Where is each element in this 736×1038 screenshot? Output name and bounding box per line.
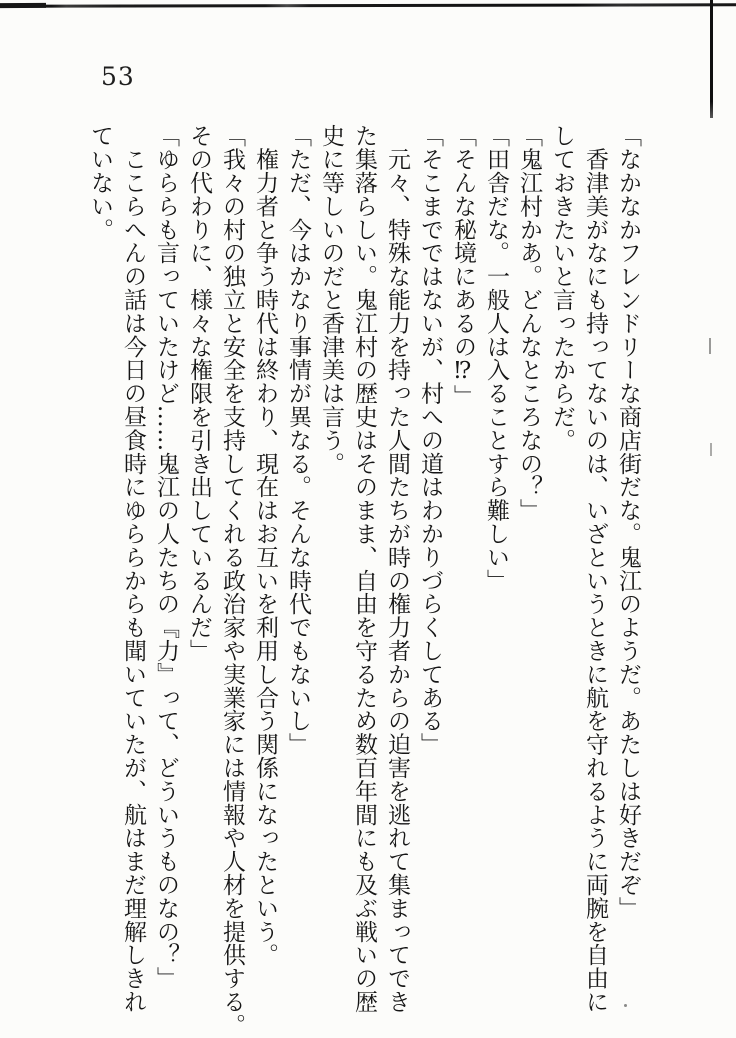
text-column: 「我々の村の独立と安全を支持してくれる政治家や実業家には情報や人材を提供する。: [219, 124, 245, 1037]
text-column: 「ゆららも言っていたけど……鬼江の人たちの『力』って、どういうものなの？」: [153, 124, 179, 990]
text-column: 権力者と争う時代は終わり、現在はお互いを利用し合う関係になったという。: [252, 124, 278, 967]
text-column: 「そこまでではないが、村への道はわかりづらくしてある」: [417, 124, 443, 756]
text-block: [83, 124, 644, 1038]
text-column: 「なかなかフレンドリーな商店街だな。鬼江のようだ。あたしは好きだぞ」: [615, 124, 641, 920]
text-column: 史に等しいのだと香津美は言う。: [318, 124, 344, 475]
text-column: ていない。: [87, 124, 113, 241]
text-column: 「そんな秘境にあるの⁉」: [450, 124, 476, 408]
text-column: た集落らしい。鬼江村の歴史はそのまま、自由を守るため数百年間にも及ぶ戦いの歴: [351, 124, 377, 1014]
scan-artifact-mark: [710, 443, 712, 456]
text-column: 香津美がなにも持ってないのは、いざというときに航を守れるように両腕を自由に: [582, 124, 608, 1014]
scan-artifact-top-edge: [0, 3, 736, 8]
text-column: 「鬼江村かあ。どんなところなの？」: [516, 124, 542, 522]
text-column: ここらへんの話は今日の昼食時にゆららからも聞いていたが、航はまだ理解しきれ: [120, 124, 146, 1014]
scan-artifact-top-left-edge: [0, 3, 46, 8]
text-column: しておきたいと言ったからだ。: [549, 124, 575, 452]
text-column: 「田舎だな。一般人は入ることすら難しい」: [483, 124, 509, 592]
text-column: 元々、特殊な能力を持った人間たちが時の権力者からの迫害を逃れて集まってでき: [384, 124, 410, 1014]
text-column: 「ただ、今はかなり事情が異なる。そんな時代でもないし」: [285, 124, 311, 756]
scan-artifact-right-edge: [710, 0, 713, 118]
scan-artifact-mark: [709, 338, 711, 354]
text-column: その代わりに、様々な権限を引き出しているんだ」: [186, 124, 212, 663]
page-number: 53: [101, 62, 135, 91]
